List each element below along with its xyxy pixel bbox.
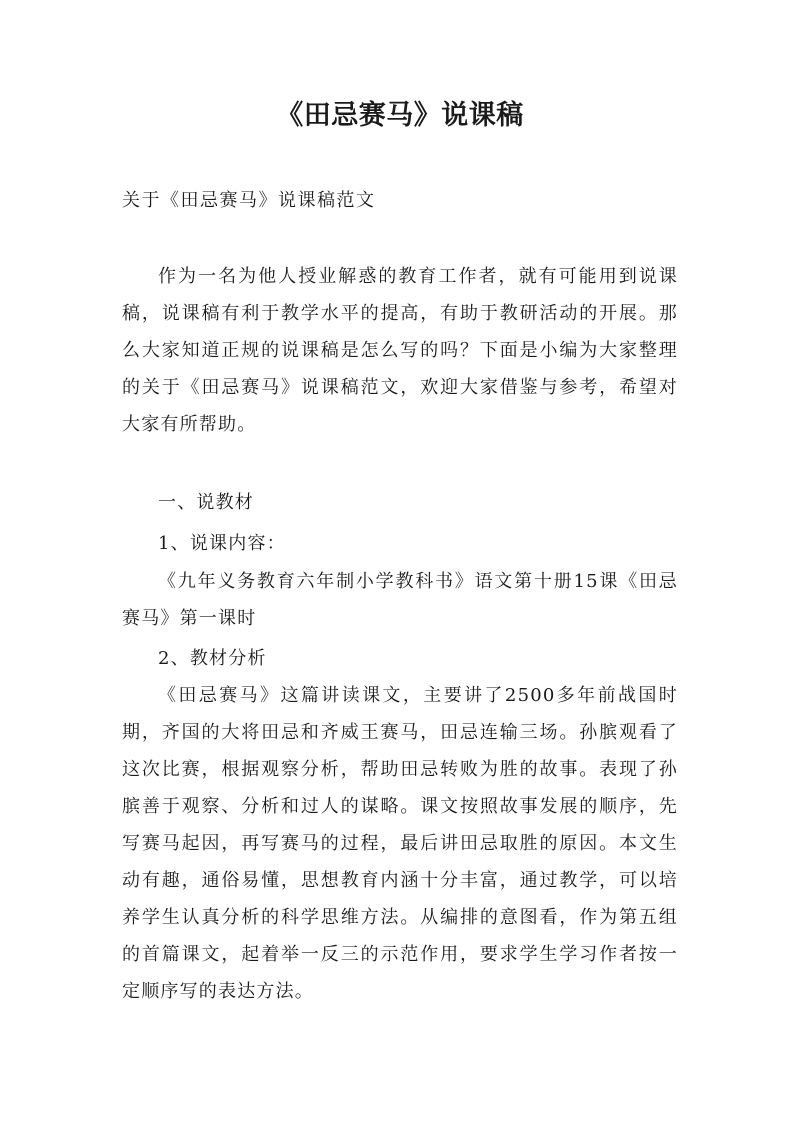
item-heading-content: 1、说课内容： — [158, 533, 286, 554]
item-content-paragraph: 《九年义务教育六年制小学教科书》语文第十册15课《田忌赛马》第一课时 — [122, 571, 678, 629]
section-heading-textbook: 一、说教材 — [158, 492, 254, 513]
intro-paragraph: 作为一名为他人授业解惑的教育工作者，就有可能用到说课稿，说课稿有利于教学水平的提高，有助于教研活动的开展。那么大家知道正规的说课稿是怎么写的吗？下面是小编为大家整理的关于《田忌赛马》说课稿范文，欢迎大家借鉴与参考，希望对大家有所帮助。 — [122, 266, 678, 435]
document-subtitle: 关于《田忌赛马》说课稿范文 — [122, 190, 376, 211]
analysis-paragraph: 《田忌赛马》这篇讲读课文，主要讲了2500多年前战国时期，齐国的大将田忌和齐威王赛马，田忌连输三场。孙膑观看了这次比赛，根据观察分析，帮助田忌转败为胜的故事。表现了孙膑善于观察、分析和过人的谋略。课文按照故事发展的顺序，先写赛马起因，再写赛马的过程，最后讲田忌取胜的原因。本文生动有趣，通俗易懂，思想教育内涵十分丰富，通过教学，可以培养学生认真分析的科学思维方法。从编排的意图看，作为第五组的首篇课文，起着举一反三的示范作用，要求学生学习作者按一定顺序写的表达方法。 — [122, 685, 678, 1002]
document-title: 《田忌赛马》说课稿 — [276, 100, 524, 131]
item-heading-analysis: 2、教材分析 — [158, 648, 267, 669]
